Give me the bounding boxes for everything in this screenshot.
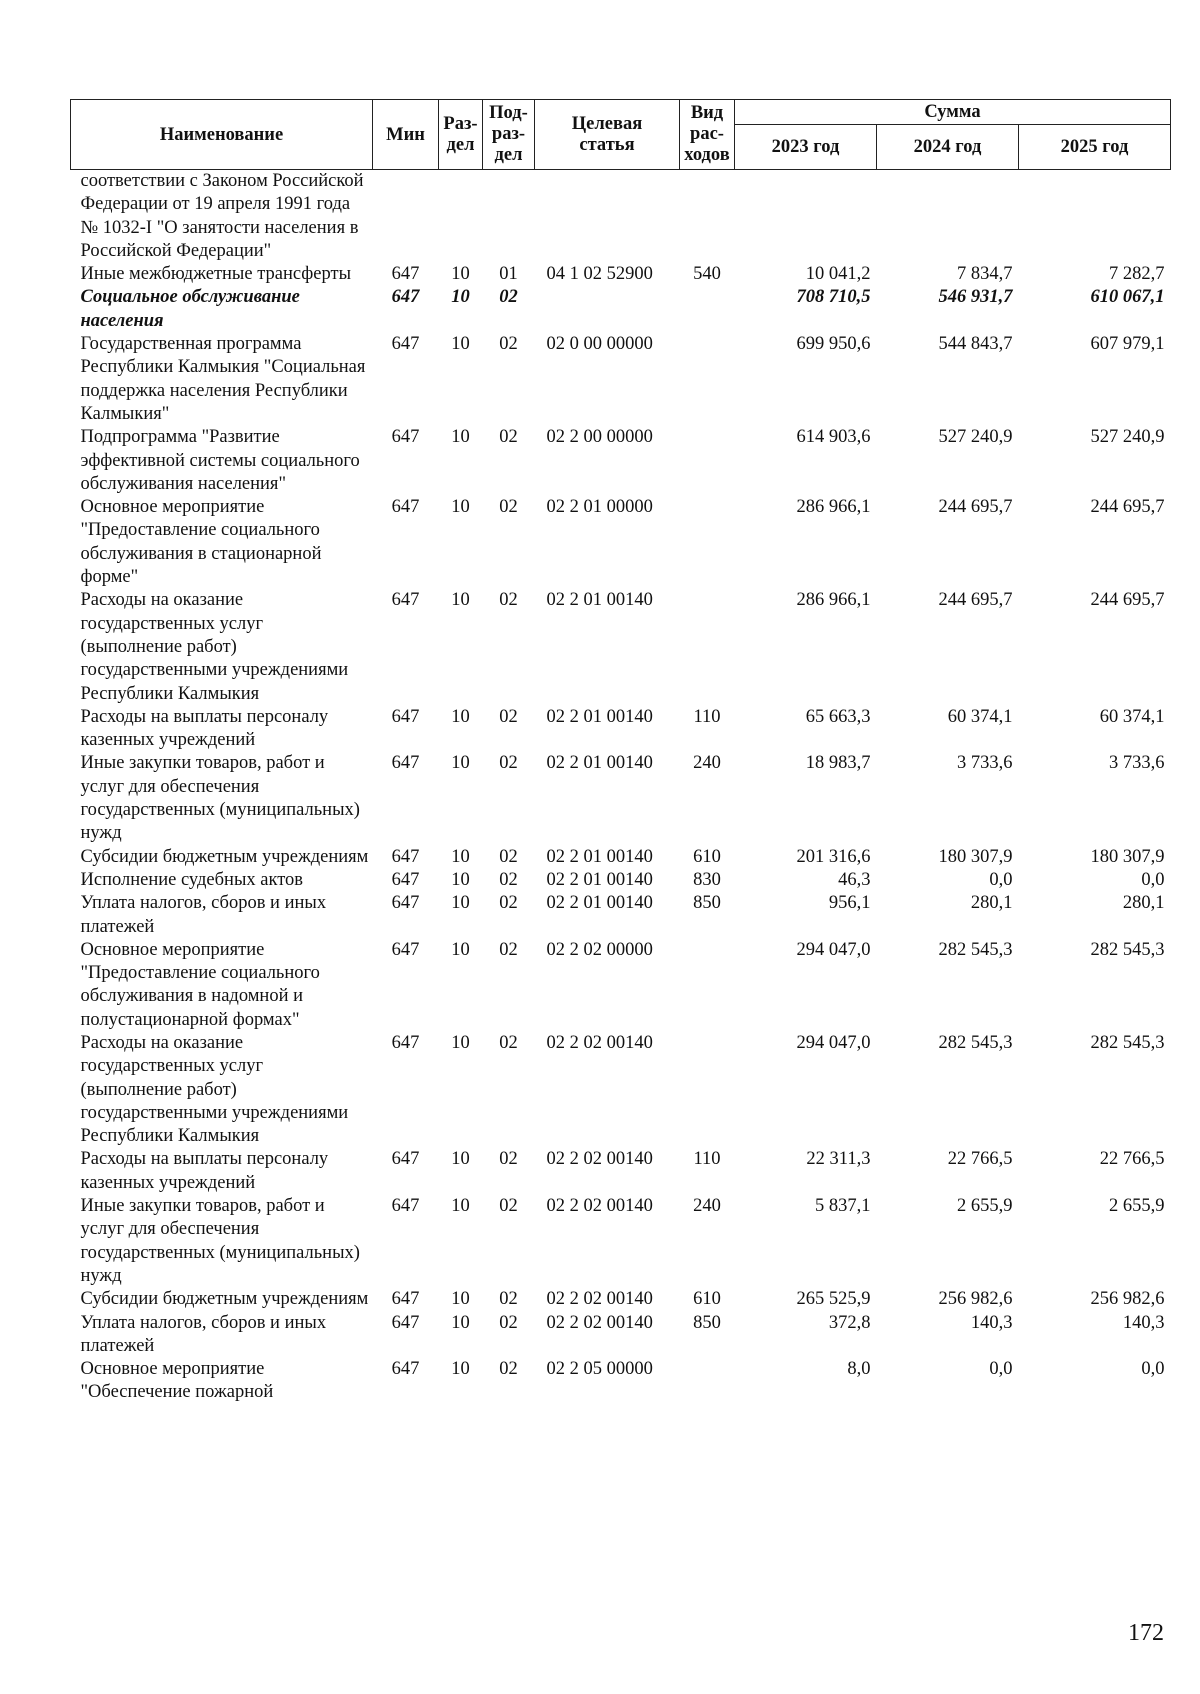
row-podrazdel	[483, 170, 535, 264]
row-2023: 201 316,6	[796, 846, 871, 867]
row-podrazdel: 01	[499, 264, 518, 285]
table-row	[71, 170, 1171, 264]
table-row	[71, 1195, 1171, 1288]
row-2025: 282 545,3	[1090, 1032, 1165, 1053]
row-podrazdel: 02	[499, 939, 518, 960]
row-name: соответствии с Законом Российской Федерации от 19 апреля 1991 года № 1032-I "О занятости населения в Российской Федерации"	[80, 171, 364, 261]
row-razdel: 10	[451, 893, 470, 914]
row-name: Основное мероприятие "Предоставление социального обслуживания в надомной и полустационарной формах"	[80, 939, 320, 1030]
row-celevaya: 02 2 01 00140	[546, 846, 653, 867]
row-podrazdel: 02	[499, 497, 518, 518]
row-min: 647	[391, 334, 420, 355]
row-min: 647	[391, 1289, 420, 1310]
row-celevaya: 02 2 01 00140	[546, 590, 653, 611]
row-2024: 3 733,6	[957, 753, 1013, 774]
row-podrazdel: 02	[499, 753, 518, 774]
row-podrazdel: 02	[499, 1149, 518, 1170]
row-2023: 22 311,3	[806, 1149, 871, 1170]
row-2025: 2 655,9	[1109, 1196, 1165, 1217]
row-2024: 7 834,7	[957, 264, 1013, 285]
header-name: Наименование	[71, 100, 373, 170]
row-razdel: 10	[451, 427, 470, 448]
row-vid: 110	[693, 1149, 721, 1170]
row-vid	[680, 496, 735, 589]
row-vid: 610	[693, 1289, 721, 1310]
row-2024: 60 374,1	[947, 706, 1013, 727]
row-razdel: 10	[451, 497, 470, 518]
table-row	[71, 426, 1171, 496]
row-razdel: 10	[451, 264, 470, 285]
row-min: 647	[391, 497, 420, 518]
row-name: Расходы на выплаты персоналу казенных учреждений	[80, 706, 329, 751]
table-row	[71, 1312, 1171, 1359]
row-podrazdel: 02	[499, 590, 518, 611]
row-2025: 3 733,6	[1109, 753, 1165, 774]
row-2024: 22 766,5	[947, 1149, 1013, 1170]
row-2025	[1019, 170, 1171, 264]
row-celevaya: 02 2 01 00000	[546, 497, 653, 518]
row-celevaya: 04 1 02 52900	[546, 264, 653, 285]
row-razdel: 10	[451, 939, 470, 960]
row-2025: 60 374,1	[1099, 706, 1165, 727]
row-name: Основное мероприятие "Обеспечение пожарной	[80, 1359, 274, 1403]
row-name: Уплата налогов, сборов и иных платежей	[80, 1312, 327, 1356]
table-row	[71, 1032, 1171, 1148]
row-2023: 8,0	[847, 1359, 871, 1380]
table-row	[71, 846, 1171, 869]
row-2023: 18 983,7	[805, 753, 871, 774]
budget-table	[70, 99, 1171, 1405]
row-vid: 540	[693, 264, 721, 285]
row-celevaya: 02 2 02 00000	[546, 939, 653, 960]
header-2023: 2023 год	[735, 125, 877, 170]
row-2024: 256 982,6	[938, 1289, 1013, 1310]
row-razdel: 10	[451, 869, 470, 890]
row-2024: 0,0	[989, 1359, 1013, 1380]
row-2023: 265 525,9	[796, 1289, 871, 1310]
row-2023: 699 950,6	[796, 334, 871, 355]
row-podrazdel: 02	[499, 1196, 518, 1217]
row-2025: 140,3	[1122, 1312, 1165, 1333]
row-name: Социальное обслуживание населения	[80, 287, 300, 331]
row-2024: 282 545,3	[938, 1032, 1013, 1053]
row-name: Исполнение судебных актов	[80, 869, 304, 890]
row-podrazdel: 02	[499, 1359, 518, 1380]
row-2023: 372,8	[828, 1312, 871, 1333]
row-2025: 280,1	[1122, 893, 1165, 914]
row-min: 647	[391, 1312, 420, 1333]
table-body	[71, 170, 1171, 1405]
row-razdel: 10	[451, 590, 470, 611]
row-2024: 527 240,9	[938, 427, 1013, 448]
row-min: 647	[391, 893, 420, 914]
row-2024: 544 843,7	[938, 334, 1013, 355]
row-2024: 244 695,7	[938, 497, 1013, 518]
row-celevaya: 02 2 00 00000	[546, 427, 653, 448]
row-name: Уплата налогов, сборов и иных платежей	[80, 893, 327, 937]
row-vid: 830	[693, 869, 721, 890]
row-vid	[680, 939, 735, 1032]
table-header	[71, 100, 1171, 170]
row-name: Основное мероприятие "Предоставление социального обслуживания в стационарной форме"	[80, 497, 322, 588]
row-vid: 240	[693, 1196, 721, 1217]
row-razdel	[439, 170, 483, 264]
row-celevaya: 02 2 02 00140	[546, 1196, 653, 1217]
row-name: Расходы на оказание государственных услуг (выполнение работ) государственными учреждениями Республики Калмыкия	[80, 590, 349, 704]
table-row	[71, 1148, 1171, 1195]
row-2024: 0,0	[989, 869, 1013, 890]
row-celevaya: 02 2 05 00000	[546, 1359, 653, 1380]
row-vid	[680, 170, 735, 264]
row-min: 647	[391, 427, 420, 448]
row-2023: 956,1	[828, 893, 871, 914]
row-min	[373, 170, 439, 264]
row-celevaya: 02 2 02 00140	[546, 1289, 653, 1310]
row-razdel: 10	[451, 1289, 470, 1310]
row-razdel: 10	[451, 846, 470, 867]
row-2025: 7 282,7	[1109, 264, 1165, 285]
row-min: 647	[391, 706, 420, 727]
row-min: 647	[391, 753, 420, 774]
row-2025: 0,0	[1141, 869, 1165, 890]
header-summa: Сумма	[735, 100, 1171, 125]
header-celevaya: Целевая статья	[535, 100, 680, 170]
table-row	[71, 263, 1171, 286]
row-2024: 140,3	[970, 1312, 1013, 1333]
row-2024: 244 695,7	[938, 590, 1013, 611]
row-podrazdel: 02	[499, 334, 518, 355]
table-row	[71, 939, 1171, 1032]
row-2025: 244 695,7	[1090, 590, 1165, 611]
row-podrazdel: 02	[499, 893, 518, 914]
row-2023: 708 710,5	[796, 287, 871, 308]
row-name: Иные межбюджетные трансферты	[80, 264, 352, 285]
row-vid: 850	[693, 893, 721, 914]
row-min: 647	[391, 1196, 420, 1217]
table-row	[71, 286, 1171, 333]
row-celevaya: 02 0 00 00000	[546, 334, 653, 355]
row-vid	[680, 333, 735, 426]
row-2024: 2 655,9	[957, 1196, 1013, 1217]
row-podrazdel: 02	[499, 869, 518, 890]
table-row	[71, 589, 1171, 705]
row-razdel: 10	[451, 1196, 470, 1217]
header-vid: Вид рас- ходов	[680, 100, 735, 170]
row-2023	[735, 170, 877, 264]
row-podrazdel: 02	[499, 427, 518, 448]
row-2023: 614 903,6	[796, 427, 871, 448]
row-celevaya: 02 2 01 00140	[546, 706, 653, 727]
row-razdel: 10	[451, 753, 470, 774]
row-vid: 850	[693, 1312, 721, 1333]
row-vid: 240	[693, 753, 721, 774]
row-2024	[877, 170, 1019, 264]
row-podrazdel: 02	[499, 846, 518, 867]
table-row	[71, 752, 1171, 845]
row-2024: 280,1	[970, 893, 1013, 914]
row-2023: 294 047,0	[796, 939, 871, 960]
row-2025: 256 982,6	[1090, 1289, 1165, 1310]
row-celevaya: 02 2 01 00140	[546, 893, 653, 914]
row-vid: 110	[693, 706, 721, 727]
row-vid	[680, 286, 735, 333]
header-2024: 2024 год	[877, 125, 1019, 170]
row-min: 647	[391, 939, 420, 960]
row-podrazdel: 02	[499, 287, 518, 308]
row-2025: 180 307,9	[1090, 846, 1165, 867]
table-row	[71, 869, 1171, 892]
row-2025: 610 067,1	[1090, 287, 1165, 308]
table-row	[71, 496, 1171, 589]
row-2023: 65 663,3	[805, 706, 871, 727]
table-row	[71, 333, 1171, 426]
row-podrazdel: 02	[499, 1312, 518, 1333]
row-celevaya: 02 2 01 00140	[546, 869, 653, 890]
table-row	[71, 1288, 1171, 1311]
row-razdel: 10	[451, 1032, 470, 1053]
row-name: Расходы на выплаты персоналу казенных учреждений	[80, 1149, 329, 1193]
row-celevaya: 02 2 02 00140	[546, 1149, 653, 1170]
row-razdel: 10	[451, 334, 470, 355]
row-celevaya: 02 2 01 00140	[546, 753, 653, 774]
row-razdel: 10	[451, 287, 470, 308]
page-number: 172	[1128, 1620, 1164, 1646]
row-name: Подпрограмма "Развитие эффективной системы социального обслуживания населения"	[80, 427, 360, 494]
row-vid	[680, 426, 735, 496]
row-2023: 10 041,2	[805, 264, 871, 285]
row-celevaya: 02 2 02 00140	[546, 1312, 653, 1333]
row-celevaya: 02 2 02 00140	[546, 1032, 653, 1053]
row-podrazdel: 02	[499, 1289, 518, 1310]
header-2025: 2025 год	[1019, 125, 1171, 170]
header-podrazdel: Под- раз- дел	[483, 100, 535, 170]
row-2023: 286 966,1	[796, 497, 871, 518]
row-name: Государственная программа Республики Калмыкия "Социальная поддержка населения Республики Калмыкия"	[80, 334, 366, 424]
row-name: Субсидии бюджетным учреждениям	[80, 846, 369, 867]
row-name: Субсидии бюджетным учреждениям	[80, 1289, 369, 1310]
table-row	[71, 1358, 1171, 1405]
row-celevaya	[535, 170, 680, 264]
row-2025: 22 766,5	[1099, 1149, 1165, 1170]
row-min: 647	[391, 287, 420, 308]
row-2025: 282 545,3	[1090, 939, 1165, 960]
row-min: 647	[391, 869, 420, 890]
table-row	[71, 706, 1171, 753]
row-2023: 5 837,1	[815, 1196, 871, 1217]
row-vid: 610	[693, 846, 721, 867]
header-min: Мин	[373, 100, 439, 170]
row-vid	[680, 1032, 735, 1148]
row-vid	[680, 589, 735, 705]
row-2025: 527 240,9	[1090, 427, 1165, 448]
row-min: 647	[391, 590, 420, 611]
row-name: Иные закупки товаров, работ и услуг для обеспечения государственных (муниципальных) нужд	[80, 1196, 360, 1286]
header-razdel: Раз- дел	[439, 100, 483, 170]
row-razdel: 10	[451, 1312, 470, 1333]
row-podrazdel: 02	[499, 1032, 518, 1053]
row-min: 647	[391, 1149, 420, 1170]
row-min: 647	[391, 1032, 420, 1053]
row-podrazdel: 02	[499, 706, 518, 727]
row-razdel: 10	[451, 1359, 470, 1380]
row-razdel: 10	[451, 706, 470, 727]
row-min: 647	[391, 1359, 420, 1380]
row-2024: 282 545,3	[938, 939, 1013, 960]
row-name: Иные закупки товаров, работ и услуг для обеспечения государственных (муниципальных) нужд	[80, 753, 360, 844]
row-razdel: 10	[451, 1149, 470, 1170]
row-2024: 546 931,7	[938, 287, 1013, 308]
row-2023: 46,3	[838, 869, 871, 890]
row-2025: 244 695,7	[1090, 497, 1165, 518]
row-celevaya	[535, 286, 680, 333]
row-2025: 0,0	[1141, 1359, 1165, 1380]
table-row	[71, 892, 1171, 939]
row-2023: 286 966,1	[796, 590, 871, 611]
row-name: Расходы на оказание государственных услуг (выполнение работ) государственными учреждениями Республики Калмыкия	[80, 1032, 349, 1147]
row-min: 647	[391, 264, 420, 285]
row-min: 647	[391, 846, 420, 867]
row-2025: 607 979,1	[1090, 334, 1165, 355]
row-vid	[680, 1358, 735, 1405]
row-2023: 294 047,0	[796, 1032, 871, 1053]
row-2024: 180 307,9	[938, 846, 1013, 867]
